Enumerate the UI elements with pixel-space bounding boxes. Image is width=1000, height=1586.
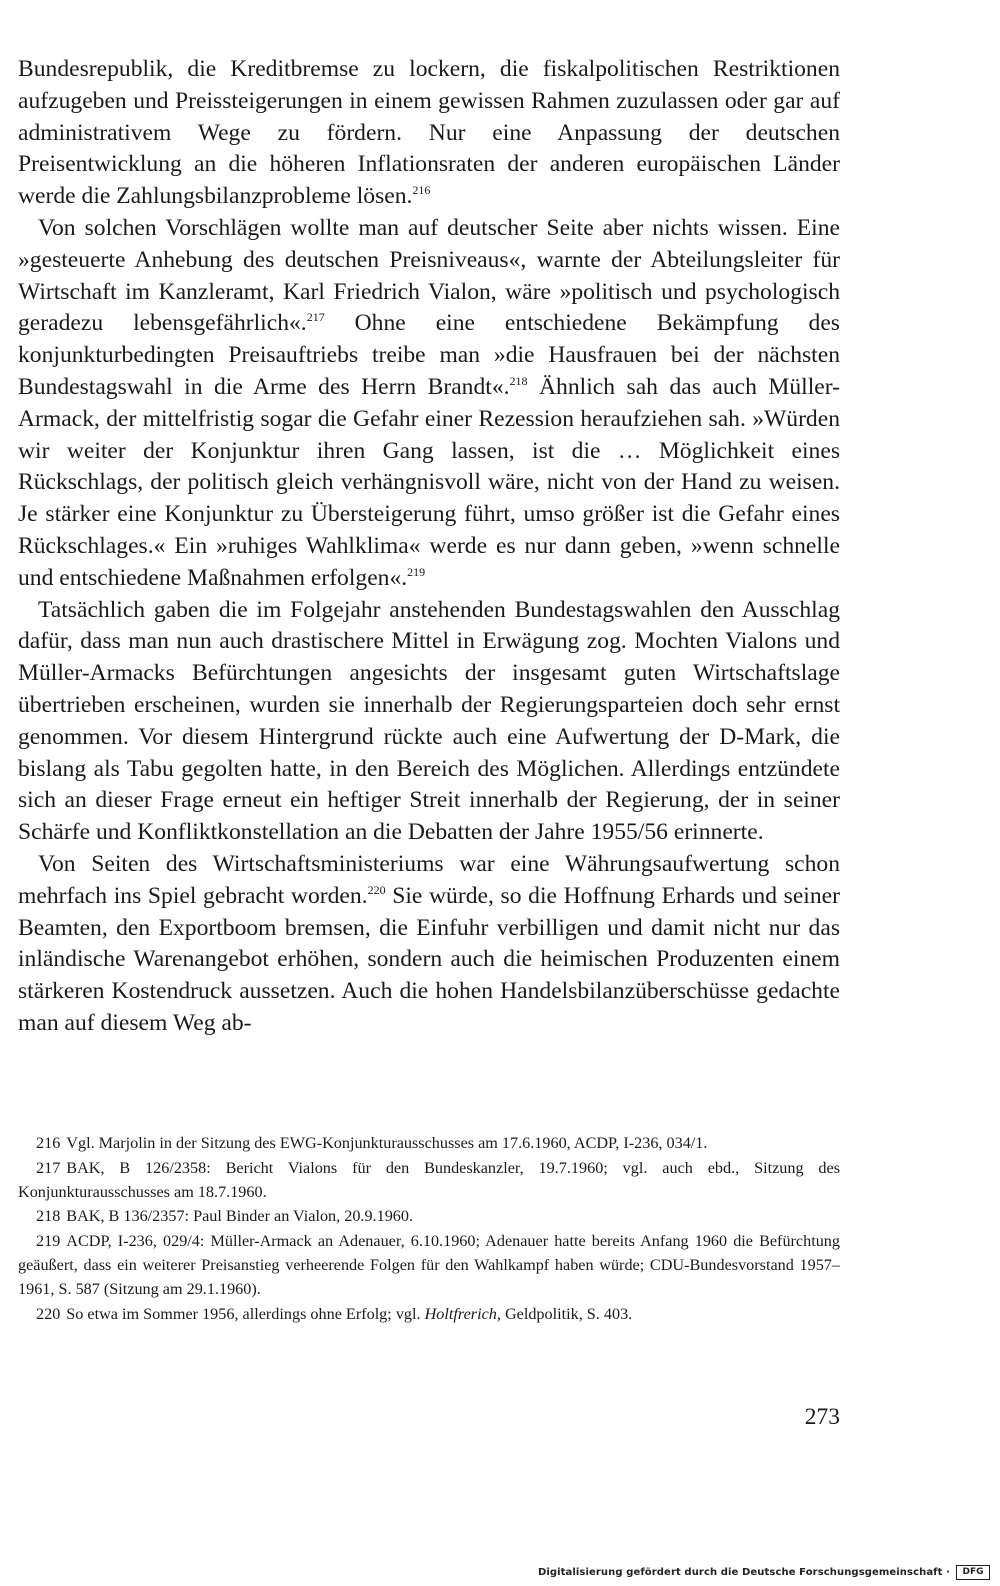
page-number: 273 (804, 1404, 840, 1430)
text-run: Von Seiten des Wirtschaftsministeriums war eine Währungsaufwertung schon mehrfach ins Spiel gebracht worden. (18, 850, 840, 909)
text-run: BAK, B 126/2358: Bericht Vialons für den Bundeskanzler, 19.7.1960; vgl. auch ebd., Sitzung des Konjunkturausschusses am 18.7.1960. (18, 1158, 840, 1201)
text-run: Von solchen Vorschlägen wollte man auf deutscher Seite aber nichts wissen. Eine »gesteuerte Anhebung des deutschen Preisniveaus«, warnte der Abteilungsleiter für Wirtschaft im Kanzleramt, Karl Friedrich Vialon, wäre »politisch und psychologisch geradezu lebensgefährlich«. (18, 214, 840, 337)
body-paragraph (18, 849, 840, 1040)
body-text (18, 54, 840, 1040)
footnote-number: 216 (36, 1134, 61, 1152)
text-run: Sie würde, so die Hoffnung Erhards und seiner Beamten, den Exportboom bremsen, die Einfuhr verbilligen und damit nicht nur das inländische Warenangebot erhöhen, sondern auch die heimischen Produzenten einem stärkeren Kostendruck aussetzen. Auch die hohen Handelsbilanzüberschüsse gedachte man auf diesem Weg ab- (18, 882, 840, 1036)
footnote-reference: 218 (509, 373, 528, 388)
body-paragraph (18, 213, 840, 595)
body-paragraph (18, 595, 840, 849)
footnote-number: 219 (36, 1232, 61, 1251)
footnote-reference: 217 (306, 310, 325, 325)
text-run: Ohne eine entschiedene Bekämpfung des konjunkturbedingten Preisauftriebs treibe man »die Hausfrauen bei der nächsten Bundestagswahl in die Arme des Herrn Brandt«. (18, 310, 840, 400)
text-run: , Geldpolitik, S. 403. (496, 1304, 633, 1323)
footnote (18, 1230, 840, 1301)
text-run: ACDP, I-236, 029/4: Müller-Armack an Adenauer, 6.10.1960; Adenauer hatte bereits Anfang 1960 die Befürchtung geäußert, dass ein weiterer Preisanstieg verheerende Folgen für den Wahlkampf haben würde; CDU-Bundesvorstand 1957–1961, S. 587 (Sitzung am 29.1.1960). (18, 1232, 840, 1298)
footnote-number: 217 (36, 1158, 61, 1177)
text-run: Vgl. Marjolin in der Sitzung des EWG-Konjunkturausschusses am 17.6.1960, ACDP, I-236, 034/1. (66, 1134, 708, 1152)
digitization-credit: Digitalisierung gefördert durch die Deutsche Forschungsgemeinschaft · (537, 1567, 950, 1578)
text-run: Bundesrepublik, die Kreditbremse zu lockern, die fiskalpolitischen Restriktionen aufzugeben und Preissteigerungen in einem gewissen Rahmen zuzulassen oder gar auf administrativem Wege zu fördern. Nur eine Anpassung der deutschen Preisentwicklung an die höheren Inflationsraten der anderen europäischen Länder werde die Zahlungsbilanzprobleme lösen. (18, 56, 840, 210)
body-paragraph (18, 54, 840, 213)
dfg-logo: DFG (956, 1565, 990, 1580)
footnote-reference: 219 (407, 564, 426, 579)
footnote-number: 220 (36, 1304, 61, 1323)
footnote-reference: 216 (412, 183, 431, 198)
footnote-reference: 220 (367, 882, 386, 897)
footnote-number: 218 (36, 1207, 61, 1226)
text-run: Tatsächlich gaben die im Folgejahr anstehenden Bundestagswahlen den Ausschlag dafür, dass man nun auch drastischere Mittel in Erwägung zog. Mochten Vialons und Müller-Armacks Befürchtungen angesichts der insgesamt guten Wirtschaftslage übertrieben erscheinen, wurden sie innerhalb der Regierungsparteien doch sehr ernst genommen. Vor diesem Hintergrund rückte auch eine Aufwertung der D-Mark, die bislang als Tabu gegolten hatte, in den Bereich des Möglichen. Allerdings entzündete sich an dieser Frage erneut ein heftiger Streit innerhalb der Regierung, der in seiner Schärfe und Konfliktkonstellation an die Debatten der Jahre 1955/56 erinnerte. (18, 596, 840, 846)
cited-author: Holtfrerich (424, 1304, 497, 1323)
footnote (18, 1132, 840, 1156)
text-run: BAK, B 136/2357: Paul Binder an Vialon, 20.9.1960. (66, 1207, 414, 1226)
footnote (18, 1205, 840, 1229)
footnote (18, 1303, 840, 1327)
footnote (18, 1157, 840, 1205)
text-run: Ähnlich sah das auch Müller-Armack, der mittelfristig sogar die Gefahr einer Rezession heraufziehen sah. »Würden wir weiter der Konjunktur ihren Gang lassen, ist die … Möglichkeit eines Rückschlags, der politisch gleich verhängnisvoll wäre, nicht von der Hand zu weisen. Je stärker eine Konjunktur zu Übersteigerung führt, umso größer ist die Gefahr eines Rückschlages.« Ein »ruhiges Wahlklima« werde es nur dann geben, »wenn schnelle und entschiedene Maßnahmen erfolgen«. (18, 373, 840, 591)
footnotes (18, 1132, 840, 1327)
text-run: So etwa im Sommer 1956, allerdings ohne Erfolg; vgl. (66, 1304, 425, 1323)
